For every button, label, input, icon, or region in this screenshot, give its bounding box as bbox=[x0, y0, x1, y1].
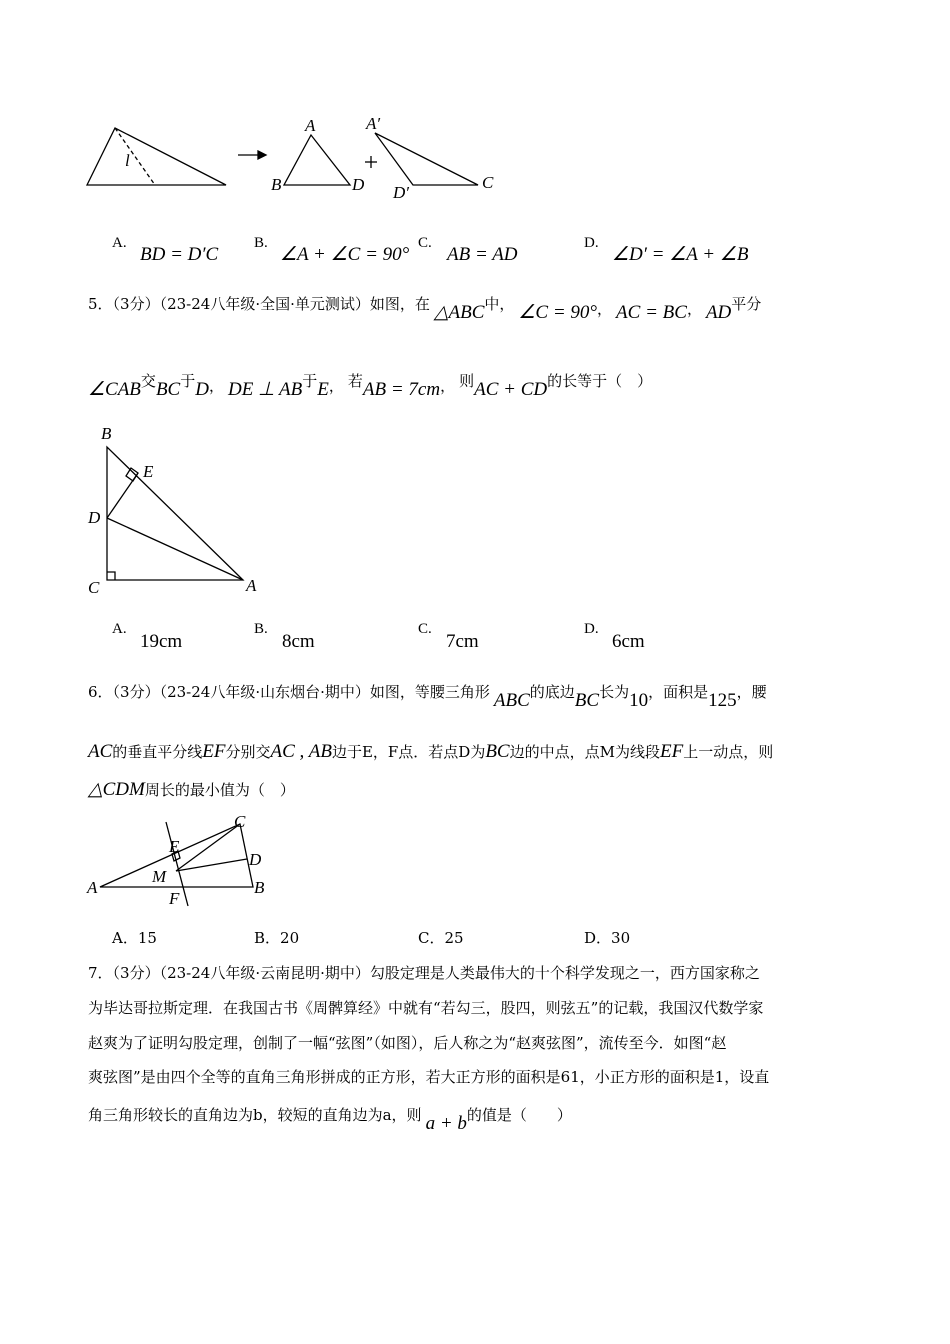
q5-math: AB = 7cm bbox=[362, 379, 441, 400]
fig3-label: B bbox=[254, 878, 265, 897]
fig2-label: B bbox=[101, 424, 112, 443]
q7-line-5 bbox=[88, 1105, 572, 1134]
q7-text: 7．（3分）（23-24八年级·云南昆明·期中）勾股定理是人类最伟大的十个科学发现之一，西方国家称之 bbox=[88, 964, 760, 982]
q6-math: BC bbox=[574, 690, 600, 711]
option-letter: B． bbox=[254, 929, 281, 947]
option-letter: C． bbox=[418, 929, 445, 947]
option-c[interactable]: 7cm bbox=[446, 631, 479, 652]
option-b[interactable] bbox=[254, 931, 299, 946]
q5-line-2 bbox=[88, 371, 653, 400]
option-letter: A． bbox=[112, 929, 138, 947]
q6-math: EF bbox=[659, 741, 684, 762]
q5-text: 则 bbox=[459, 372, 475, 390]
q5-text: ， bbox=[208, 377, 224, 395]
q5-math: BC bbox=[155, 379, 181, 400]
q6-math: ABC bbox=[493, 690, 530, 711]
q6-text: 边于E，F点．若点D为 bbox=[331, 743, 486, 761]
option-letter: A. bbox=[112, 235, 127, 251]
figure-triangle-split bbox=[87, 128, 478, 185]
q6-text: 长为 bbox=[599, 683, 630, 701]
option-value: 20 bbox=[280, 929, 300, 947]
q7-math: a + b bbox=[425, 1113, 467, 1134]
q5-text: 交 bbox=[140, 372, 156, 390]
option-letter: C. bbox=[418, 235, 432, 251]
q5-line-1 bbox=[88, 294, 762, 323]
q6-text: 6．（3分）（23-24八年级·山东烟台·期中）如图，等腰三角形 bbox=[88, 683, 490, 701]
q7-text: 角三角形较长的直角边为b，较短的直角边为a，则 bbox=[88, 1106, 422, 1124]
q5-text: 于 bbox=[302, 372, 318, 390]
option-value: 15 bbox=[137, 929, 157, 947]
option-letter: C. bbox=[418, 621, 432, 637]
q5-text: 若 bbox=[347, 372, 363, 390]
fig1-label: A′ bbox=[366, 114, 381, 133]
q5-text: 平分 bbox=[731, 295, 762, 313]
option-letter: A. bbox=[112, 621, 127, 637]
option-c[interactable]: AB = AD bbox=[447, 244, 518, 265]
fig2-label: E bbox=[143, 462, 154, 481]
q6-math: AC bbox=[88, 741, 113, 762]
q6-math: 125 bbox=[708, 690, 737, 711]
q6-line-2 bbox=[88, 742, 773, 761]
q6-text: 上一动点，则 bbox=[683, 743, 774, 761]
q5-text: 于 bbox=[180, 372, 196, 390]
option-c[interactable] bbox=[418, 931, 464, 946]
option-letter: D. bbox=[584, 621, 599, 637]
figure-isosceles-triangle bbox=[100, 822, 253, 906]
q7-text: 爽弦图”是由四个全等的直角三角形拼成的正方形，若大正方形的面积是61，小正方形的面积是1，设直 bbox=[88, 1068, 770, 1086]
q6-text: 分别交 bbox=[225, 743, 271, 761]
option-letter: B. bbox=[254, 235, 268, 251]
option-letter: D. bbox=[584, 235, 599, 251]
q7-text: 的值是（ ） bbox=[466, 1106, 572, 1124]
q6-math: AC , AB bbox=[270, 741, 332, 762]
option-d[interactable] bbox=[584, 931, 630, 946]
q7-text: 为毕达哥拉斯定理．在我国古书《周髀算经》中就有“若勾三，股四，则弦五”的记载，我国汉代数学家 bbox=[88, 999, 764, 1017]
fig2-label: D bbox=[88, 508, 101, 527]
q5-text: 中， bbox=[484, 295, 515, 313]
q7-text: 赵爽为了证明勾股定理，创制了一幅“弦图”（如图），后人称之为“赵爽弦图”，流传至今．如图“赵 bbox=[88, 1034, 727, 1052]
fig3-label: E bbox=[169, 837, 180, 856]
q6-math: BC bbox=[485, 741, 510, 762]
q5-math: AC + CD bbox=[474, 379, 548, 400]
option-b[interactable]: 8cm bbox=[282, 631, 315, 652]
q5-math: ∠C = 90° bbox=[518, 302, 598, 323]
fig3-label: F bbox=[169, 889, 180, 908]
q6-text: 的底边 bbox=[529, 683, 575, 701]
q5-math: AD bbox=[705, 302, 732, 323]
q5-text: ， bbox=[686, 300, 702, 318]
q5-math: E bbox=[317, 379, 329, 400]
option-letter: B. bbox=[254, 621, 268, 637]
option-b[interactable]: ∠A + ∠C = 90° bbox=[280, 244, 410, 265]
option-value: 25 bbox=[444, 929, 464, 947]
fig1-label: B bbox=[271, 175, 282, 194]
q5-math: D bbox=[195, 379, 209, 400]
q5-text: 5．（3分）（23-24八年级·全国·单元测试）如图，在 bbox=[88, 295, 430, 313]
q6-text: 的垂直平分线 bbox=[112, 743, 203, 761]
q6-math: △CDM bbox=[88, 779, 145, 800]
fig1-label: D′ bbox=[393, 183, 409, 202]
fig2-label: C bbox=[88, 578, 100, 597]
figure-right-triangle bbox=[107, 447, 243, 580]
q5-text: 的长等于（ ） bbox=[547, 372, 653, 390]
q5-text: ， bbox=[440, 377, 456, 395]
q6-text: ，腰 bbox=[736, 683, 767, 701]
q6-line-1 bbox=[88, 682, 767, 711]
fig3-label: A bbox=[87, 878, 98, 897]
q6-math: EF bbox=[202, 741, 226, 762]
q5-text: ， bbox=[597, 300, 613, 318]
option-a[interactable]: 19cm bbox=[140, 631, 183, 652]
fig3-label: M bbox=[152, 867, 167, 886]
q6-text: 周长的最小值为（ ） bbox=[144, 781, 295, 799]
q6-math: 10 bbox=[629, 690, 649, 711]
q6-text: ，面积是 bbox=[648, 683, 709, 701]
q6-text: 边的中点，点M为线段 bbox=[509, 743, 660, 761]
fig1-label: C bbox=[482, 173, 494, 192]
option-d[interactable]: 6cm bbox=[612, 631, 645, 652]
option-a[interactable]: BD = D′C bbox=[140, 244, 219, 265]
fig1-label: A bbox=[305, 116, 316, 135]
q6-line-3 bbox=[88, 780, 295, 799]
q5-math: △ABC bbox=[433, 302, 485, 323]
fig3-label: C bbox=[234, 812, 246, 831]
option-letter: D． bbox=[584, 929, 612, 947]
q5-math: DE ⊥ AB bbox=[227, 379, 303, 400]
fig2-label: A bbox=[246, 576, 257, 595]
option-value: 30 bbox=[611, 929, 631, 947]
fig1-label: D bbox=[352, 175, 365, 194]
q5-math: AC = BC bbox=[616, 302, 687, 323]
fig3-label: D bbox=[249, 850, 262, 869]
q5-math: ∠CAB bbox=[88, 379, 141, 400]
option-a[interactable] bbox=[112, 931, 157, 946]
option-d[interactable]: ∠D′ = ∠A + ∠B bbox=[612, 244, 749, 265]
q5-text: ， bbox=[328, 377, 344, 395]
fig1-label: l bbox=[125, 151, 130, 170]
